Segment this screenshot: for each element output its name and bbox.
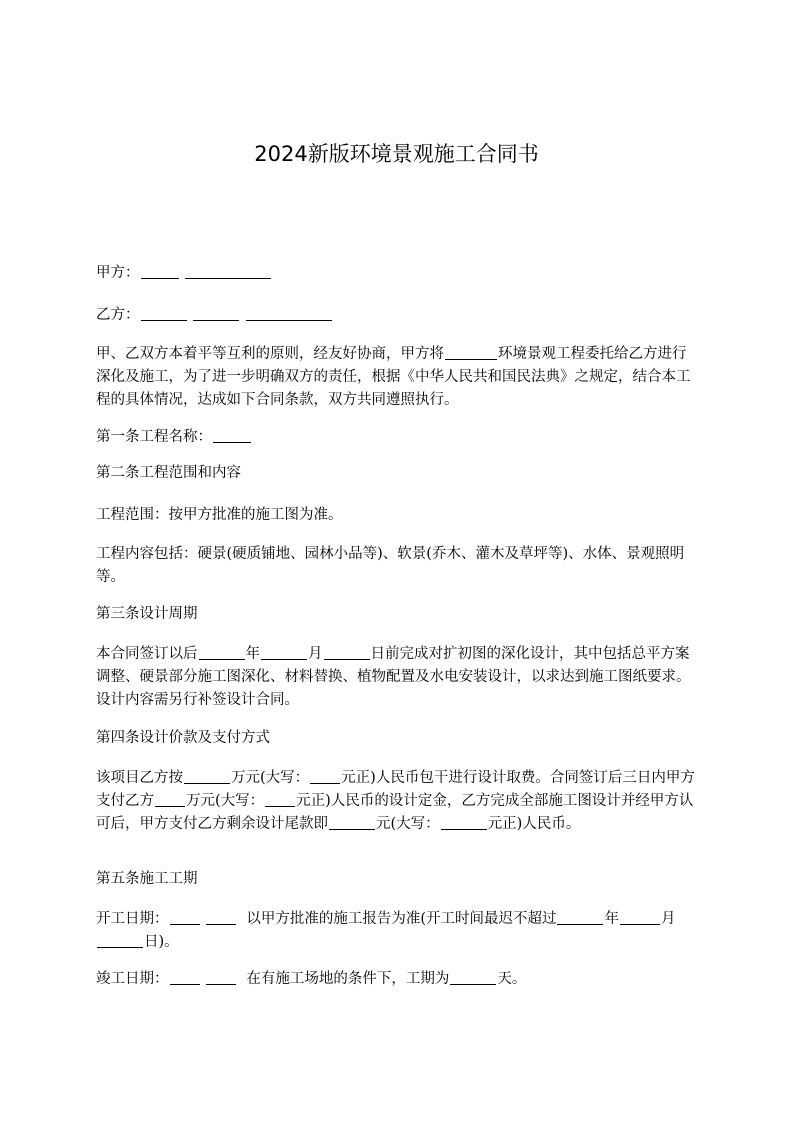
start-date-text: 日)。 (144, 934, 179, 950)
article-3-text: 本合同签订以后 (96, 646, 198, 662)
article-3-text: 日前完成对扩初图的深化设计，其中包括总平方案调整、硬景部分施工图深化、材料替换、植物配置及水电安装设计，以求达到施工图纸要求。设计内容需另行补签设计合同。 (96, 646, 691, 708)
blank (324, 645, 370, 660)
blank (557, 910, 603, 925)
blank (261, 645, 307, 660)
intro-text: 环境景观工程委托给乙方进行深化及施工，为了进一步明确双方的责任，根据《中华人民共和国民法典》之规定，结合本工程的具体情况，达成如下合同条款，双方共同遵照执行。 (96, 346, 691, 408)
article-3-heading: 第三条设计周期 (96, 606, 198, 622)
article-4-text: 万元(大写： (186, 793, 265, 809)
blank (170, 970, 200, 985)
article-4-text: 该项目乙方按 (96, 770, 183, 786)
blank (97, 933, 143, 948)
party-b-line (96, 304, 700, 327)
blank (213, 428, 251, 443)
article-4-heading: 第四条设计价款及支付方式 (96, 730, 270, 746)
start-date-text: 月 (660, 911, 676, 927)
blank (310, 769, 340, 784)
article-2-scope: 工程范围：按甲方批准的施工图为准。 (96, 507, 343, 523)
blank (620, 910, 660, 925)
article-4-text: 元正)人民币。 (487, 816, 581, 832)
article-1-text: 第一条工程名称： (96, 429, 212, 445)
blank (441, 815, 487, 830)
blank (206, 910, 236, 925)
article-4-text: 元正)人民币的设计定金，乙方完成全部施工图设计并经甲方认可后，甲方支付乙方剩余设计尾款即 (96, 793, 694, 832)
blank (246, 306, 332, 321)
blank (265, 792, 295, 807)
intro-text: 甲、乙双方本着平等互利的原则，经友好协商，甲方将 (96, 346, 444, 362)
article-4-text: 元(大写： (376, 816, 440, 832)
start-date-label: 开工日期： (96, 911, 169, 927)
blank (155, 792, 185, 807)
blank (199, 645, 245, 660)
end-date-text: 天。 (497, 971, 527, 987)
article-4-text: 万元(大写： (231, 770, 310, 786)
blank (450, 970, 496, 985)
intro-paragraph (96, 343, 700, 412)
blank (184, 769, 230, 784)
blank (445, 345, 497, 360)
document-title: 2024新版环境景观施工合同书 (254, 142, 539, 166)
blank (141, 306, 187, 321)
start-date-text: 以甲方批准的施工报告为准(开工时间最迟不超过 (246, 911, 557, 927)
blank (141, 264, 179, 279)
article-4-paragraph (96, 767, 700, 836)
party-a-line (96, 262, 700, 285)
article-4-text: 元正)人民币包干进行设计取费。合同签订后三日内甲方支付乙方 (96, 770, 695, 809)
article-3-text: 月 (308, 646, 323, 662)
end-date-label: 竣工日期： (96, 971, 169, 987)
blank (206, 970, 236, 985)
article-1 (96, 426, 700, 449)
article-5-start-date (96, 908, 700, 954)
article-5-heading: 第五条施工工期 (96, 871, 198, 887)
article-3-text: 年 (245, 646, 260, 662)
blank (193, 306, 239, 321)
blank (170, 910, 200, 925)
start-date-text: 年 (604, 911, 619, 927)
blank (185, 264, 271, 279)
article-2-heading: 第二条工程范围和内容 (96, 465, 241, 481)
party-b-label: 乙方： (96, 307, 140, 323)
article-3-paragraph (96, 643, 700, 712)
article-2-content: 工程内容包括：硬景(硬质铺地、园林小品等)、软景(乔木、灌木及草坪等)、水体、景观照明等。 (96, 546, 685, 585)
article-5-end-date (96, 968, 700, 991)
party-a-label: 甲方： (96, 265, 140, 281)
end-date-text: 在有施工场地的条件下，工期为 (246, 971, 450, 987)
blank (329, 815, 375, 830)
